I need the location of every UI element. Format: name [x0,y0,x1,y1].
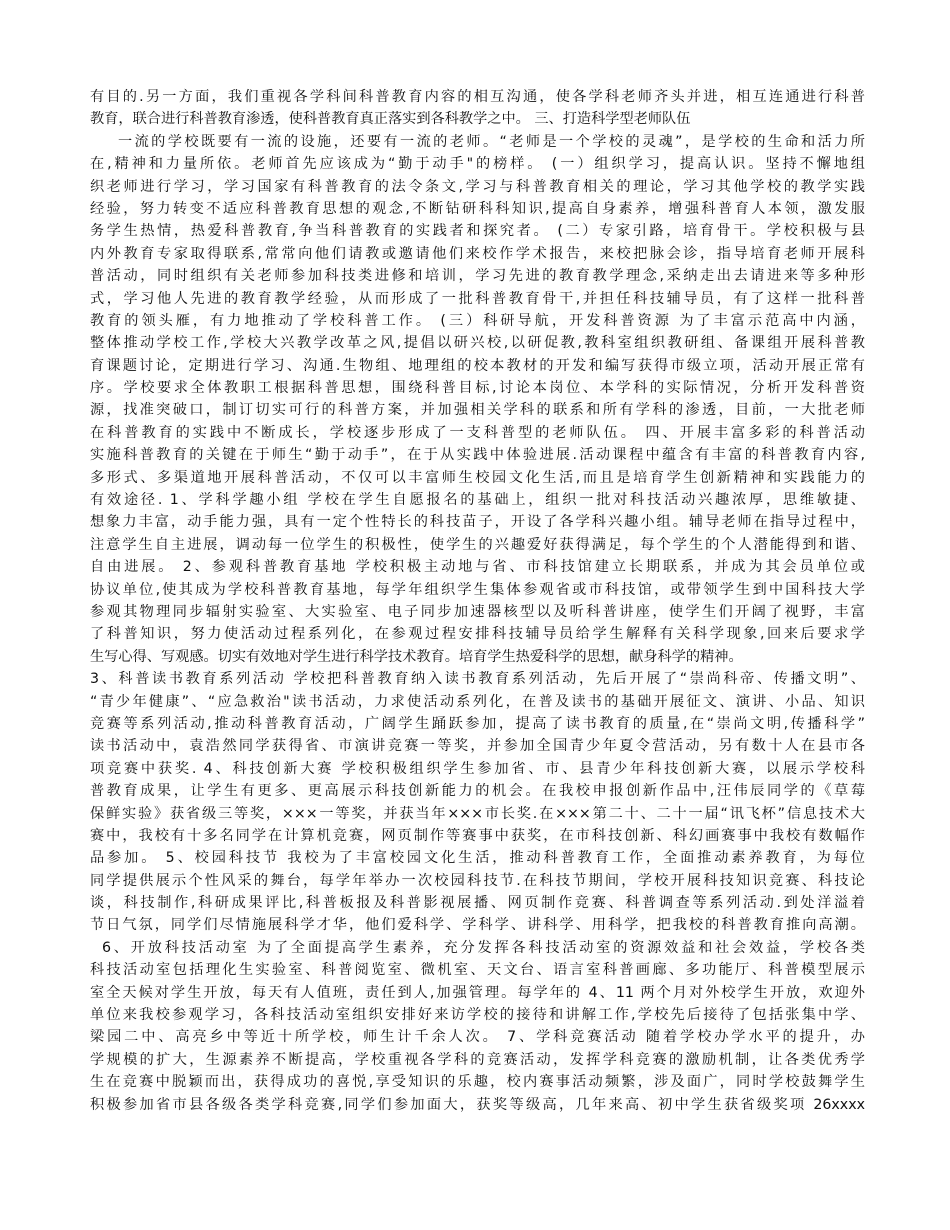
text-line: 序。学校要求全体教职工根据科普思想，围绕科普目标,讨论本岗位、本学科的实际情况，分析开发科普资 [90,380,865,397]
text-line: 协议单位,使其成为学校科普教育基地，每学年组织学生集体参观省或市科技馆，或带领学生到中国科技大学 [90,581,865,598]
text-line: 赛中，我校有十多名同学在计算机竞赛，网页制作等赛事中获奖，在市科技创新、科幻画赛事中我校有数幅作 [90,827,865,844]
text-line: 源，找准突破口，制订切实可行的科普方案，并加强相关学科的联系和所有学科的渗透，目前，一大批老师 [90,402,865,419]
text-line: 6、开放科技活动室 为了全面提高学生素养，充分发挥各科技活动室的资源效益和社会效益，学校各类 [102,939,865,956]
text-line: 单位来我校参观学习，各科技活动室组织安排好来访学校的接待和讲解工作,学校先后接待了包括张集中学、 [90,1007,865,1024]
text-line: 教育，联合进行科普教育渗透，使科普教育真正落实到各科教学之中。 三、打造科学型老师队伍 [90,111,691,128]
text-line: 品参加。 5、校园科技节 我校为了丰富校园文化生活，推动科普教育工作，全面推动素养教育，为每位 [90,850,865,867]
text-line: 保鲜实验》获省级三等奖，×××一等奖，并获当年×××市长奖.在×××第二十、二十一届“讯飞杯”信息技术大 [90,805,865,822]
text-line: 梁园二中、高亮乡中等近十所学校，师生计千余人次。 7、学科竞赛活动 随着学校办学水平的提升，办 [90,1029,865,1046]
text-line: 织老师进行学习，学习国家有科普教育的法令条文,学习与科普教育相关的理论，学习其他学校的教学实践 [90,178,865,195]
text-line: 积极参加省市县各级各类学科竞赛,同学们参加面大，获奖等级高，几年来高、初中学生获省级奖项 26xxxx [90,1096,865,1113]
text-line: 多形式、多渠道地开展科普活动，不仅可以丰富师生校园文化生活,而且是培育学生创新精神和实践能力的 [90,469,865,486]
text-line: 生在竞赛中脱颖而出，获得成功的喜悦,享受知识的乐趣，校内赛事活动频繁，涉及面广，同时学校鼓舞学生 [90,1074,865,1091]
text-line: 3、科普读书教育系列活动 学校把科普教育纳入读书教育系列活动，先后开展了“崇尚科帝、传播文明”、 [90,671,865,688]
text-line: 育课题讨论，定期进行学习、沟通.生物组、地理组的校本教材的开发和编写获得市级立项，活动开展正常有 [90,357,865,374]
text-line: 了科普知识，努力使活动过程系列化，在参观过程安排科技辅导员给学生解释有关科学现象,回来后要求学 [90,626,865,643]
text-line: 在科普教育的实践中不断成长，学校逐步形成了一支科普型的老师队伍。 四、开展丰富多彩的科普活动 [90,424,865,441]
text-line: 式，学习他人先进的教育教学经验，从而形成了一批科普教育骨干,并担任科技辅导员，有了这样一批科普 [90,290,865,307]
text-line: 务学生热情，热爱科普教育,争当科普教育的实践者和探究者。 (二）专家引路，培育骨干。学校积极与县 [90,223,865,240]
text-line: 谈，科技制作,科研成果评比,科普板报及科普影视展播、网页制作竞赛、科普调查等系列活动.到处洋溢着 [90,895,865,912]
text-line: 科技活动室包括理化生实验室、科普阅览室、微机室、天文台、语言室科普画廊、多功能厅、科普模型展示 [90,962,865,979]
text-line: 项竞赛中获奖. 4、科技创新大赛 学校积极组织学生参加省、市、县青少年科技创新大赛，以展示学校科 [90,760,865,777]
text-line: “青少年健康”、“应急救治"读书活动，力求使活动系列化，在普及读书的基础开展征文、演讲、小品、知识 [90,693,865,710]
text-line: 实施科普教育的关键在于师生“勤于动手”，在于从实践中体验进展.活动课程中蕴含有丰富的科普教育内容, [90,447,865,464]
text-line: 整体推动学校工作,学校大兴教学改革之风,提倡以研兴校,以研促教,教科室组织教研组、备课组开展科普教 [90,335,865,352]
text-line: 内外教育专家取得联系,常常向他们请教或邀请他们来校作学术报告，来校把脉会诊，指导培育老师开展科 [90,245,865,262]
text-line: 一流的学校既要有一流的设施，还要有一流的老师。“老师是一个学校的灵魂”，是学校的生命和活力所 [118,133,865,150]
text-line: 有目的.另一方面，我们重视各学科间科普教育内容的相互沟通，使各学科老师齐头并进，相互连通进行科普 [90,89,865,105]
document-body [90,86,865,1116]
text-line: 普活动，同时组织有关老师参加科技类进修和培训，学习先进的教育教学理念,采纳走出去请进来等多种形 [90,268,865,285]
text-line: 读书活动中，袁浩然同学获得省、市演讲竞赛一等奖，并参加全国青少年夏令营活动，另有数十人在县市各 [90,738,865,755]
text-line: 室全天候对学生开放，每天有人值班，责任到人,加强管理。每学年的 4、11 两个月对外校学生开放，欢迎外 [90,984,865,1001]
text-line: 同学提供展示个性风采的舞台，每学年举办一次校园科技节.在科技节期间，学校开展科技知识竞赛、科技论 [90,872,865,889]
text-line: 节日气氛，同学们尽情施展科学才华，他们爱科学、学科学、讲科学、用科学，把我校的科普教育推向高潮。 [90,917,865,934]
text-line: 学规模的扩大，生源素养不断提高，学校重视各学科的竞赛活动，发挥学科竞赛的激励机制，让各类优秀学 [90,1051,865,1068]
text-line: 在,精神和力量所依。老师首先应该成为“勤于动手"的榜样。 (一）组织学习，提高认识。坚持不懈地组 [90,156,865,173]
text-line: 参观其物理同步辐射实验室、大实验室、电子同步加速器核型以及听科普讲座，使学生们开阔了视野，丰富 [90,603,865,620]
text-line: 生写心得、写观感。切实有效地对学生进行科学技术教育。培育学生热爱科学的思想，献身科学的精神。 [90,648,743,665]
text-line: 注意学生自主进展，调动每一位学生的积极性，使学生的兴趣爱好获得满足，每个学生的个人潜能得到和谐、 [90,536,865,553]
text-line: 经验，努力转变不适应科普教育思想的观念,不断钻研科科知识,提高自身素养，增强科普育人本领，激发服 [90,200,865,217]
text-line: 竞赛等系列活动,推动科普教育活动，广阔学生踊跃参加，提高了读书教育的质量,在“崇尚文明,传播科学” [90,715,865,732]
text-line: 普教育成果，让学生有更多、更高展示科技创新能力的机会。在我校申报创新作品中,汪伟辰同学的《草莓 [90,783,865,800]
text-line: 自由进展。 2、参观科普教育基地 学校积极主动地与省、市科技馆建立长期联系，并成为其会员单位或 [90,559,865,576]
text-line: 想象力丰富，动手能力强，具有一定个性特长的科技苗子，开设了各学科兴趣小组。辅导老师在指导过程中， [90,514,865,531]
text-line: 教育的领头雁，有力地推动了学校科普工作。 (三）科研导航，开发科普资源 为了丰富示范高中内涵， [90,312,865,329]
text-line: 有效途径. 1、学科学趣小组 学校在学生自愿报名的基础上，组织一批对科技活动兴趣浓厚，思维敏捷、 [90,492,865,509]
